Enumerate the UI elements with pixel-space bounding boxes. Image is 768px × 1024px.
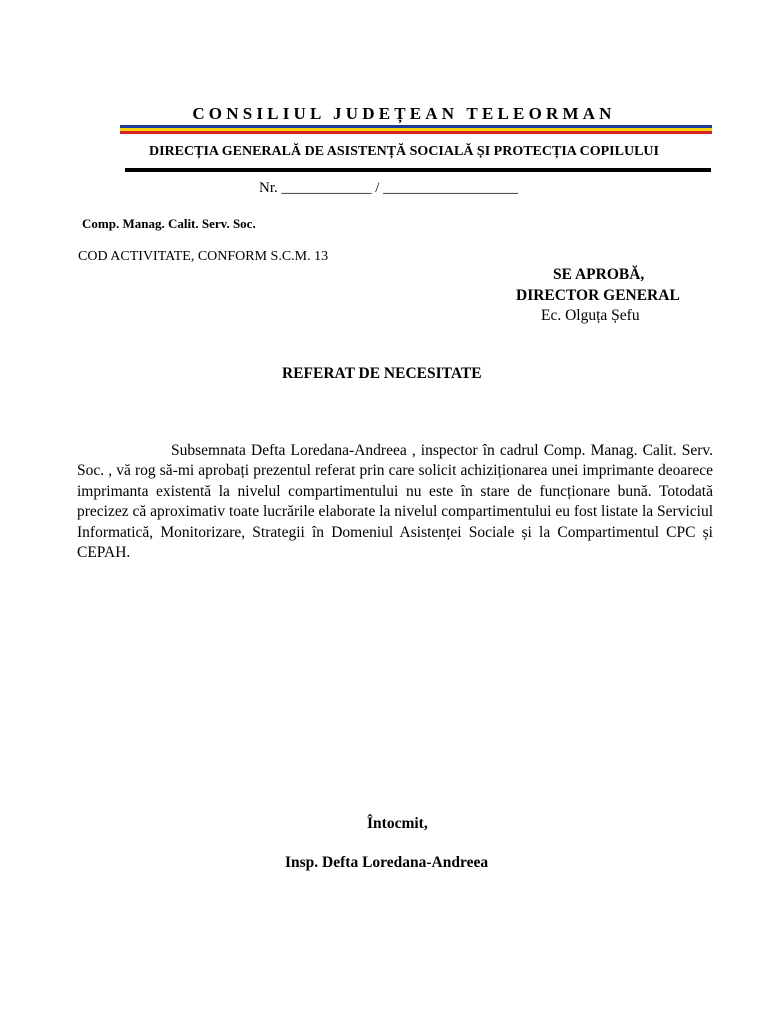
activity-code: COD ACTIVITATE, CONFORM S.C.M. 13 <box>78 249 329 264</box>
council-heading: CONSILIUL JUDEȚEAN TELEORMAN <box>192 104 616 123</box>
header-divider <box>125 168 711 172</box>
director-title: DIRECTOR GENERAL <box>516 287 680 304</box>
document-body: Subsemnata Defta Loredana-Andreea , inspector în cadrul Comp. Manag. Calit. Serv. Soc. , vă rog să-mi aprobați prezentul referat prin care solicit achiziționarea unei imprimante deoarece imprimanta existentă la nivelul compartimentului nu este în stare de funcționare bună. Totodată precizez că aproximativ toate lucrările elaborate la nivelul compartimentului eu fost listate la Serviciul Informatică, Monitorizare, Strategii în Domeniul Asistenței Sociale și la Compartimentul CPC și CEPAH. <box>77 442 713 562</box>
red-band <box>120 131 712 134</box>
tricolor-stripe-top <box>120 125 712 134</box>
director-name: Ec. Olguța Șefu <box>541 307 640 324</box>
approval-line: SE APROBĂ, <box>553 266 645 283</box>
signature-name: Insp. Defta Loredana-Andreea <box>285 854 489 871</box>
document-title: REFERAT DE NECESITATE <box>282 365 482 382</box>
department-label: Comp. Manag. Calit. Serv. Soc. <box>82 216 256 231</box>
closing-word: Întocmit, <box>367 815 428 832</box>
directorate-heading: DIRECȚIA GENERALĂ DE ASISTENȚĂ SOCIALĂ ȘI PROTECȚIA COPILULUI <box>149 144 659 159</box>
registration-number-line: Nr. ____________ / __________________ <box>259 180 519 196</box>
